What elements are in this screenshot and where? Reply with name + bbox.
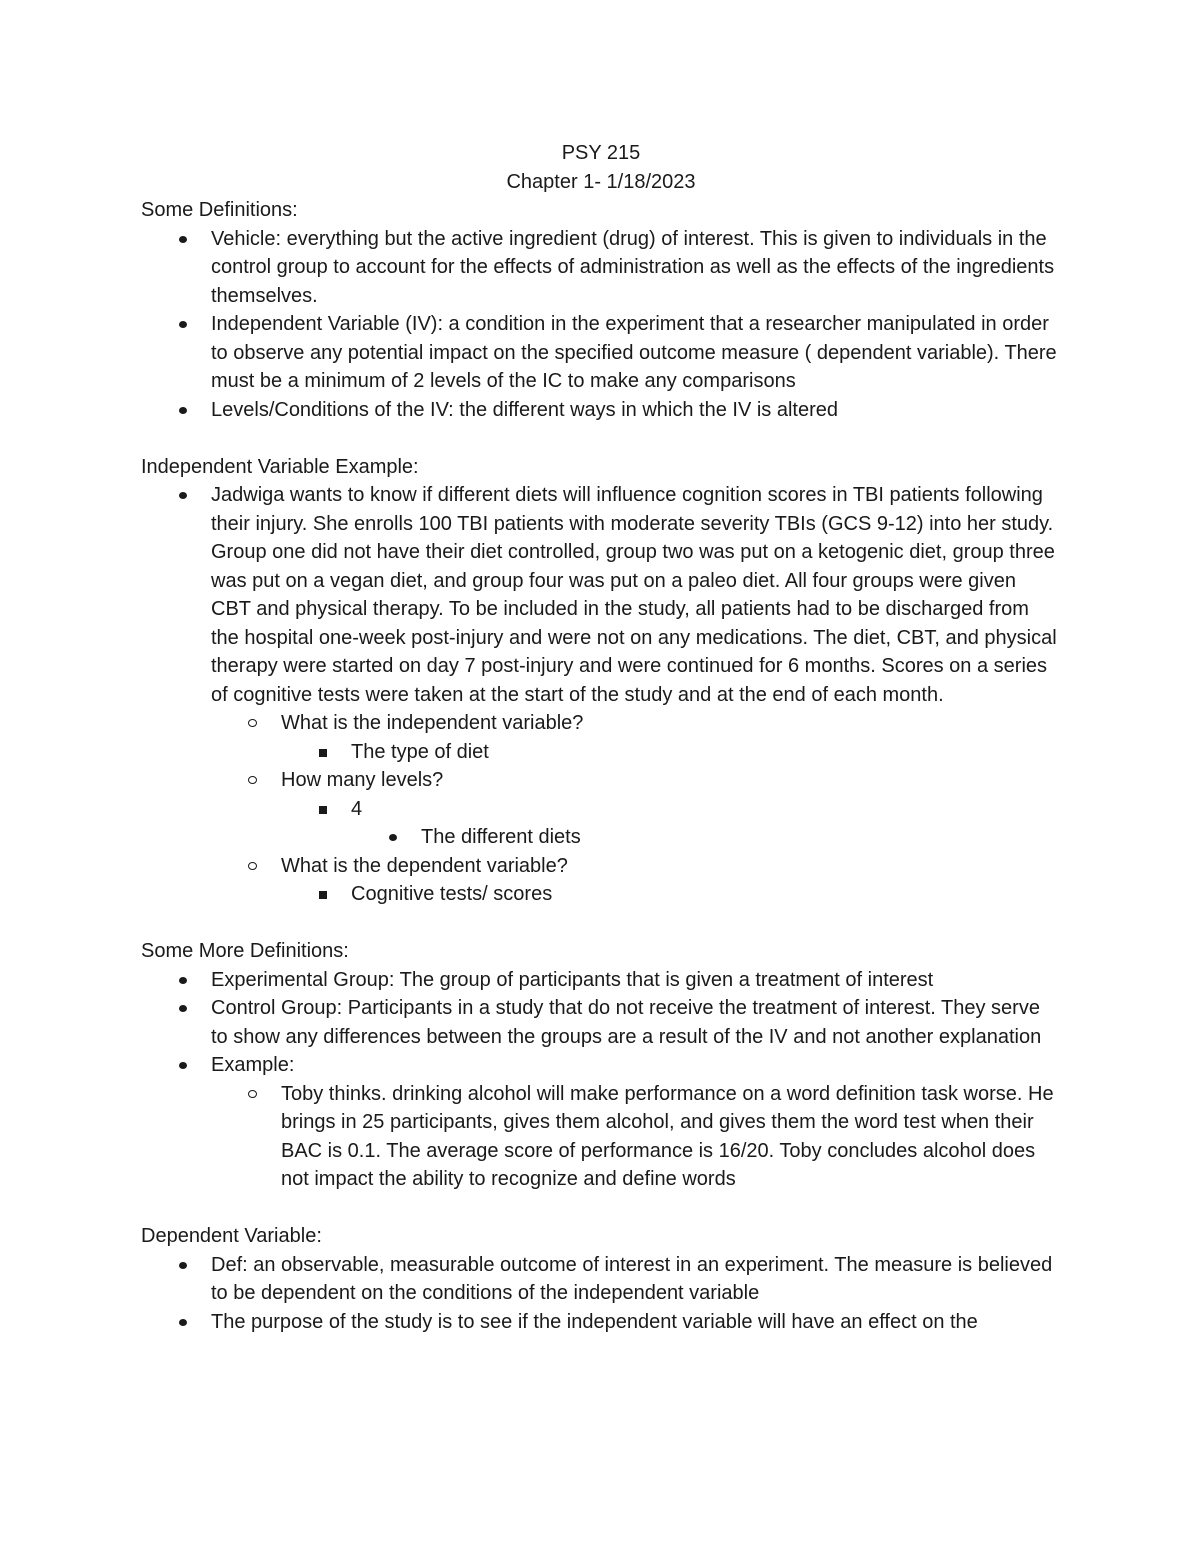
- iv-example-list: [141, 481, 1061, 909]
- definition-dv: Def: an observable, measurable outcome of interest in an experiment. The measure is believed to be dependent on the conditions of the independent variable: [211, 1253, 1053, 1304]
- list-item: [141, 396, 1061, 425]
- definition-levels: Levels/Conditions of the IV: the different ways in which the IV is altered: [211, 398, 839, 421]
- list-item: [211, 766, 1061, 852]
- bullet-circle-icon: [248, 776, 257, 784]
- list-item: [141, 1308, 1061, 1337]
- list-item: [281, 795, 1061, 852]
- bullet-circle-icon: [248, 719, 257, 727]
- iv-questions-list: [211, 709, 1061, 909]
- list-item: [141, 1251, 1061, 1308]
- bullet-disc-icon: [179, 977, 187, 984]
- answer-dv: Cognitive tests/ scores: [351, 883, 553, 905]
- list-item: [141, 994, 1061, 1051]
- dv-purpose: The purpose of the study is to see if the independent variable will have an effect on the: [211, 1310, 978, 1333]
- definition-iv: Independent Variable (IV): a condition in the experiment that a researcher manipulated in order to observe any potential impact on the specified outcome measure ( dependent variable). There must be a minimum of 2 levels of the IC to make any comparisons: [211, 313, 1057, 392]
- list-item: [141, 966, 1061, 995]
- bullet-disc-icon: [179, 1062, 187, 1069]
- answer-list: [281, 795, 1061, 852]
- chapter-title: Chapter 1- 1/18/2023: [506, 170, 696, 193]
- bullet-disc-icon: [389, 834, 397, 841]
- bullet-square-icon: [319, 806, 327, 814]
- bullet-disc-icon: [179, 407, 187, 414]
- spacer: [141, 1194, 1061, 1223]
- document-page: [141, 139, 1061, 1336]
- list-item: [211, 1080, 1061, 1194]
- list-item: [281, 880, 1061, 909]
- bullet-disc-icon: [179, 1319, 187, 1326]
- bullet-circle-icon: [248, 1090, 257, 1098]
- definition-control-group: Control Group: Participants in a study that do not receive the treatment of interest. They serve to show any differences between the groups are a result of the IV and not another explanation: [211, 997, 1042, 1048]
- dependent-variable-list: [141, 1251, 1061, 1337]
- answer-list: [281, 880, 1061, 909]
- list-item: [141, 1051, 1061, 1194]
- question-iv: What is the independent variable?: [281, 712, 584, 734]
- bullet-square-icon: [319, 891, 327, 899]
- more-definitions-heading: Some More Definitions:: [141, 940, 349, 962]
- list-item: [141, 481, 1061, 909]
- iv-example-scenario: Jadwiga wants to know if different diets will influence cognition scores in TBI patients following their injury. She enrolls 100 TBI patients with moderate severity TBIs (GCS 9-12) into her study. Group one did not have their diet controlled, group two was put on a ketogenic diet, group three was put on a vegan diet, and group four was put on a paleo diet. All four groups were given CBT and physical therapy. To be included in the study, all patients had to be discharged from the hospital one-week post-injury and were not on any medications. The diet, CBT, and physical therapy were started on day 7 post-injury and were continued for 6 months. Scores on a series of cognitive tests were taken at the start of the study and at the end of each month.: [211, 484, 1057, 706]
- bullet-disc-icon: [179, 492, 187, 499]
- more-definitions-list: [141, 966, 1061, 1194]
- list-item: [211, 709, 1061, 766]
- definition-vehicle: Vehicle: everything but the active ingredient (drug) of interest. This is given to individuals in the control group to account for the effects of administration as well as the effects of the ingredients themselves.: [211, 227, 1055, 307]
- example-label: Example:: [211, 1054, 295, 1076]
- bullet-disc-icon: [179, 1262, 187, 1269]
- bullet-disc-icon: [179, 1005, 187, 1012]
- iv-example-heading: Independent Variable Example:: [141, 455, 419, 478]
- definitions-list: [141, 225, 1061, 425]
- example-toby: Toby thinks. drinking alcohol will make performance on a word definition task worse. He brings in 25 participants, gives them alcohol, and gives them the word test when their BAC is 0.1. The average score of performance is 16/20. Toby concludes alcohol does not impact the ability to recognize and define words: [281, 1082, 1054, 1190]
- question-dv: What is the dependent variable?: [281, 854, 568, 877]
- bullet-disc-icon: [179, 321, 187, 328]
- question-levels: How many levels?: [281, 769, 444, 791]
- list-item: [141, 310, 1061, 396]
- list-item: [351, 823, 1061, 852]
- list-item: [281, 738, 1061, 767]
- answer-iv: The type of diet: [351, 740, 489, 763]
- bullet-disc-icon: [179, 236, 187, 243]
- list-item: [141, 225, 1061, 311]
- definitions-heading: Some Definitions:: [141, 199, 298, 221]
- list-item: [211, 852, 1061, 909]
- course-title: PSY 215: [561, 142, 641, 164]
- spacer: [141, 909, 1061, 938]
- answer-levels-detail: The different diets: [421, 826, 581, 848]
- dependent-variable-heading: Dependent Variable:: [141, 1225, 322, 1247]
- answer-levels: 4: [351, 797, 363, 820]
- definition-experimental-group: Experimental Group: The group of participants that is given a treatment of interest: [211, 968, 934, 991]
- example-list: [211, 1080, 1061, 1194]
- answer-list: [281, 738, 1061, 767]
- bullet-square-icon: [319, 749, 327, 757]
- bullet-circle-icon: [248, 862, 257, 870]
- spacer: [141, 424, 1061, 453]
- answer-detail-list: [351, 823, 1061, 852]
